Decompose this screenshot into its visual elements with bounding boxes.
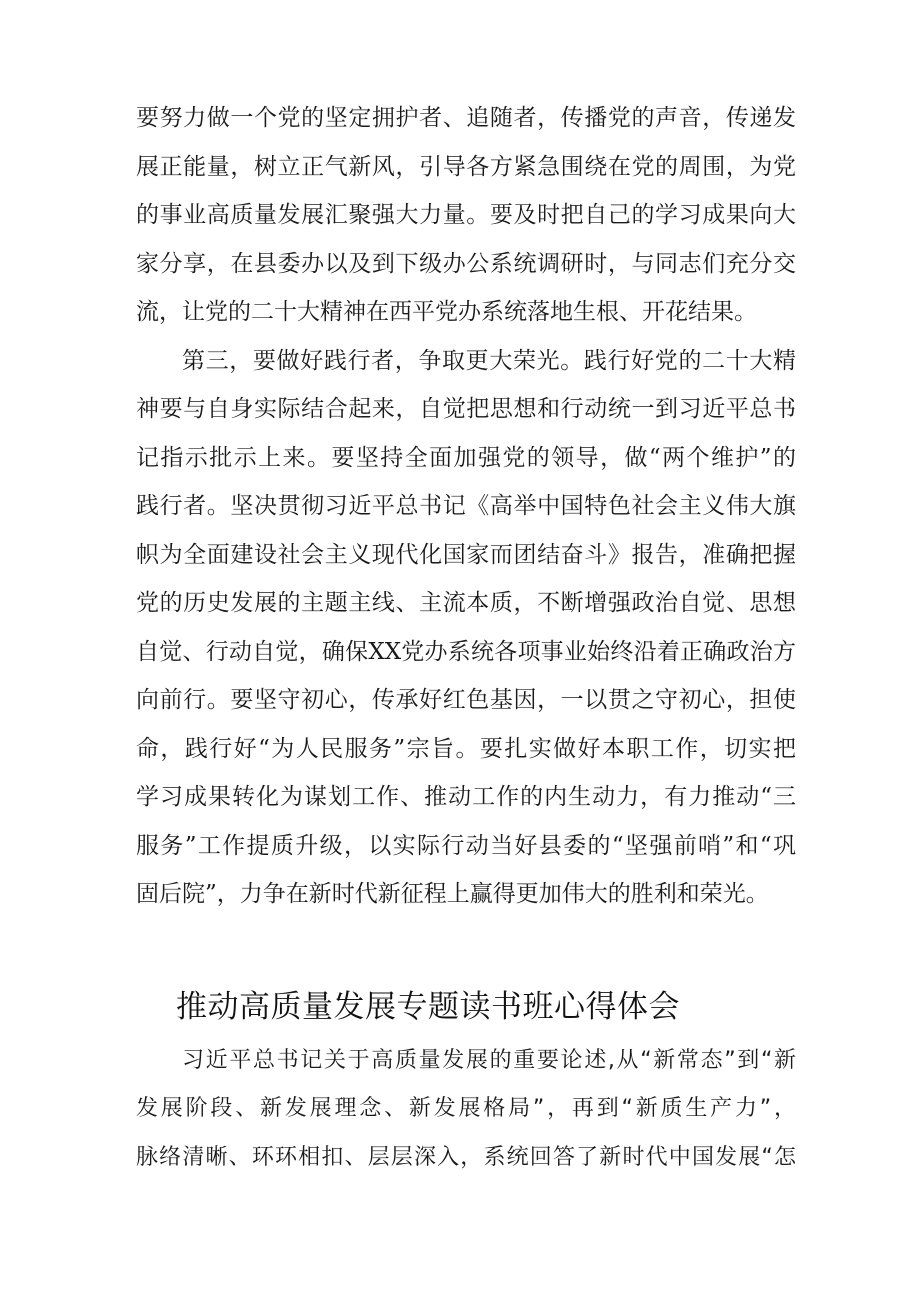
text-line: 帜为全面建设社会主义现代化国家而团结奋斗》报告，准确把握 [136, 541, 796, 568]
text-line: 向前行。要坚守初心，传承好红色基因，一以贯之守初心，担使 [136, 687, 796, 713]
text-line: 的事业高质量发展汇聚强大力量。要及时把自己的学习成果向大 [136, 202, 796, 228]
section-2 [136, 977, 796, 1183]
text-line: 党的历史发展的主题主线、主流本质，不断增强政治自觉、思想 [136, 590, 796, 616]
text-line: 践行者。坚决贯彻习近平总书记《高举中国特色社会主义伟大旗 [136, 493, 796, 519]
section-title: 推动高质量发展专题读书班心得体会 [176, 988, 680, 1025]
text-line: 脉络清晰、环环相扣、层层深入，系统回答了新时代中国发展“怎 [136, 1144, 796, 1170]
text-line: 神要与自身实际结合起来，自觉把思想和行动统一到习近平总书 [136, 396, 796, 422]
paragraph-1 [136, 94, 796, 337]
text-line: 习近平总书记关于高质量发展的重要论述,从“新常态”到“新 [182, 1047, 796, 1073]
text-line: 要努力做一个党的坚定拥护者、追随者，传播党的声音，传递发 [136, 105, 796, 131]
text-line: 命，践行好“为人民服务”宗旨。要扎实做好本职工作，切实把 [136, 735, 796, 762]
section-gap [136, 919, 796, 977]
paragraph-2 [136, 337, 796, 919]
text-line: 服务”工作提质升级，以实际行动当好县委的“坚强前哨”和“巩 [136, 832, 796, 859]
text-line: 展正能量，树立正气新风，引导各方紧急围绕在党的周围，为党 [136, 153, 796, 180]
text-line: 第三，要做好践行者，争取更大荣光。践行好党的二十大精 [182, 347, 796, 374]
text-line: 固后院”，力争在新时代新征程上赢得更加伟大的胜利和荣光。 [136, 881, 769, 907]
text-line: 学习成果转化为谋划工作、推动工作的内生动力，有力推动“三 [136, 784, 796, 810]
text-line: 发展阶段、新发展理念、新发展格局”，再到“新质生产力”， [136, 1096, 796, 1121]
text-line: 流，让党的二十大精神在西平党办系统落地生根、开花结果。 [136, 299, 757, 325]
text-line: 记指示批示上来。要坚持全面加强党的领导，做“两个维护”的 [136, 444, 796, 471]
document-body [136, 94, 796, 1182]
text-line: 家分享，在县委办以及到下级办公系统调研时，与同志们充分交 [136, 250, 796, 277]
text-line: 自觉、行动自觉，确保XX党办系统各项事业始终沿着正确政治方 [136, 638, 796, 665]
